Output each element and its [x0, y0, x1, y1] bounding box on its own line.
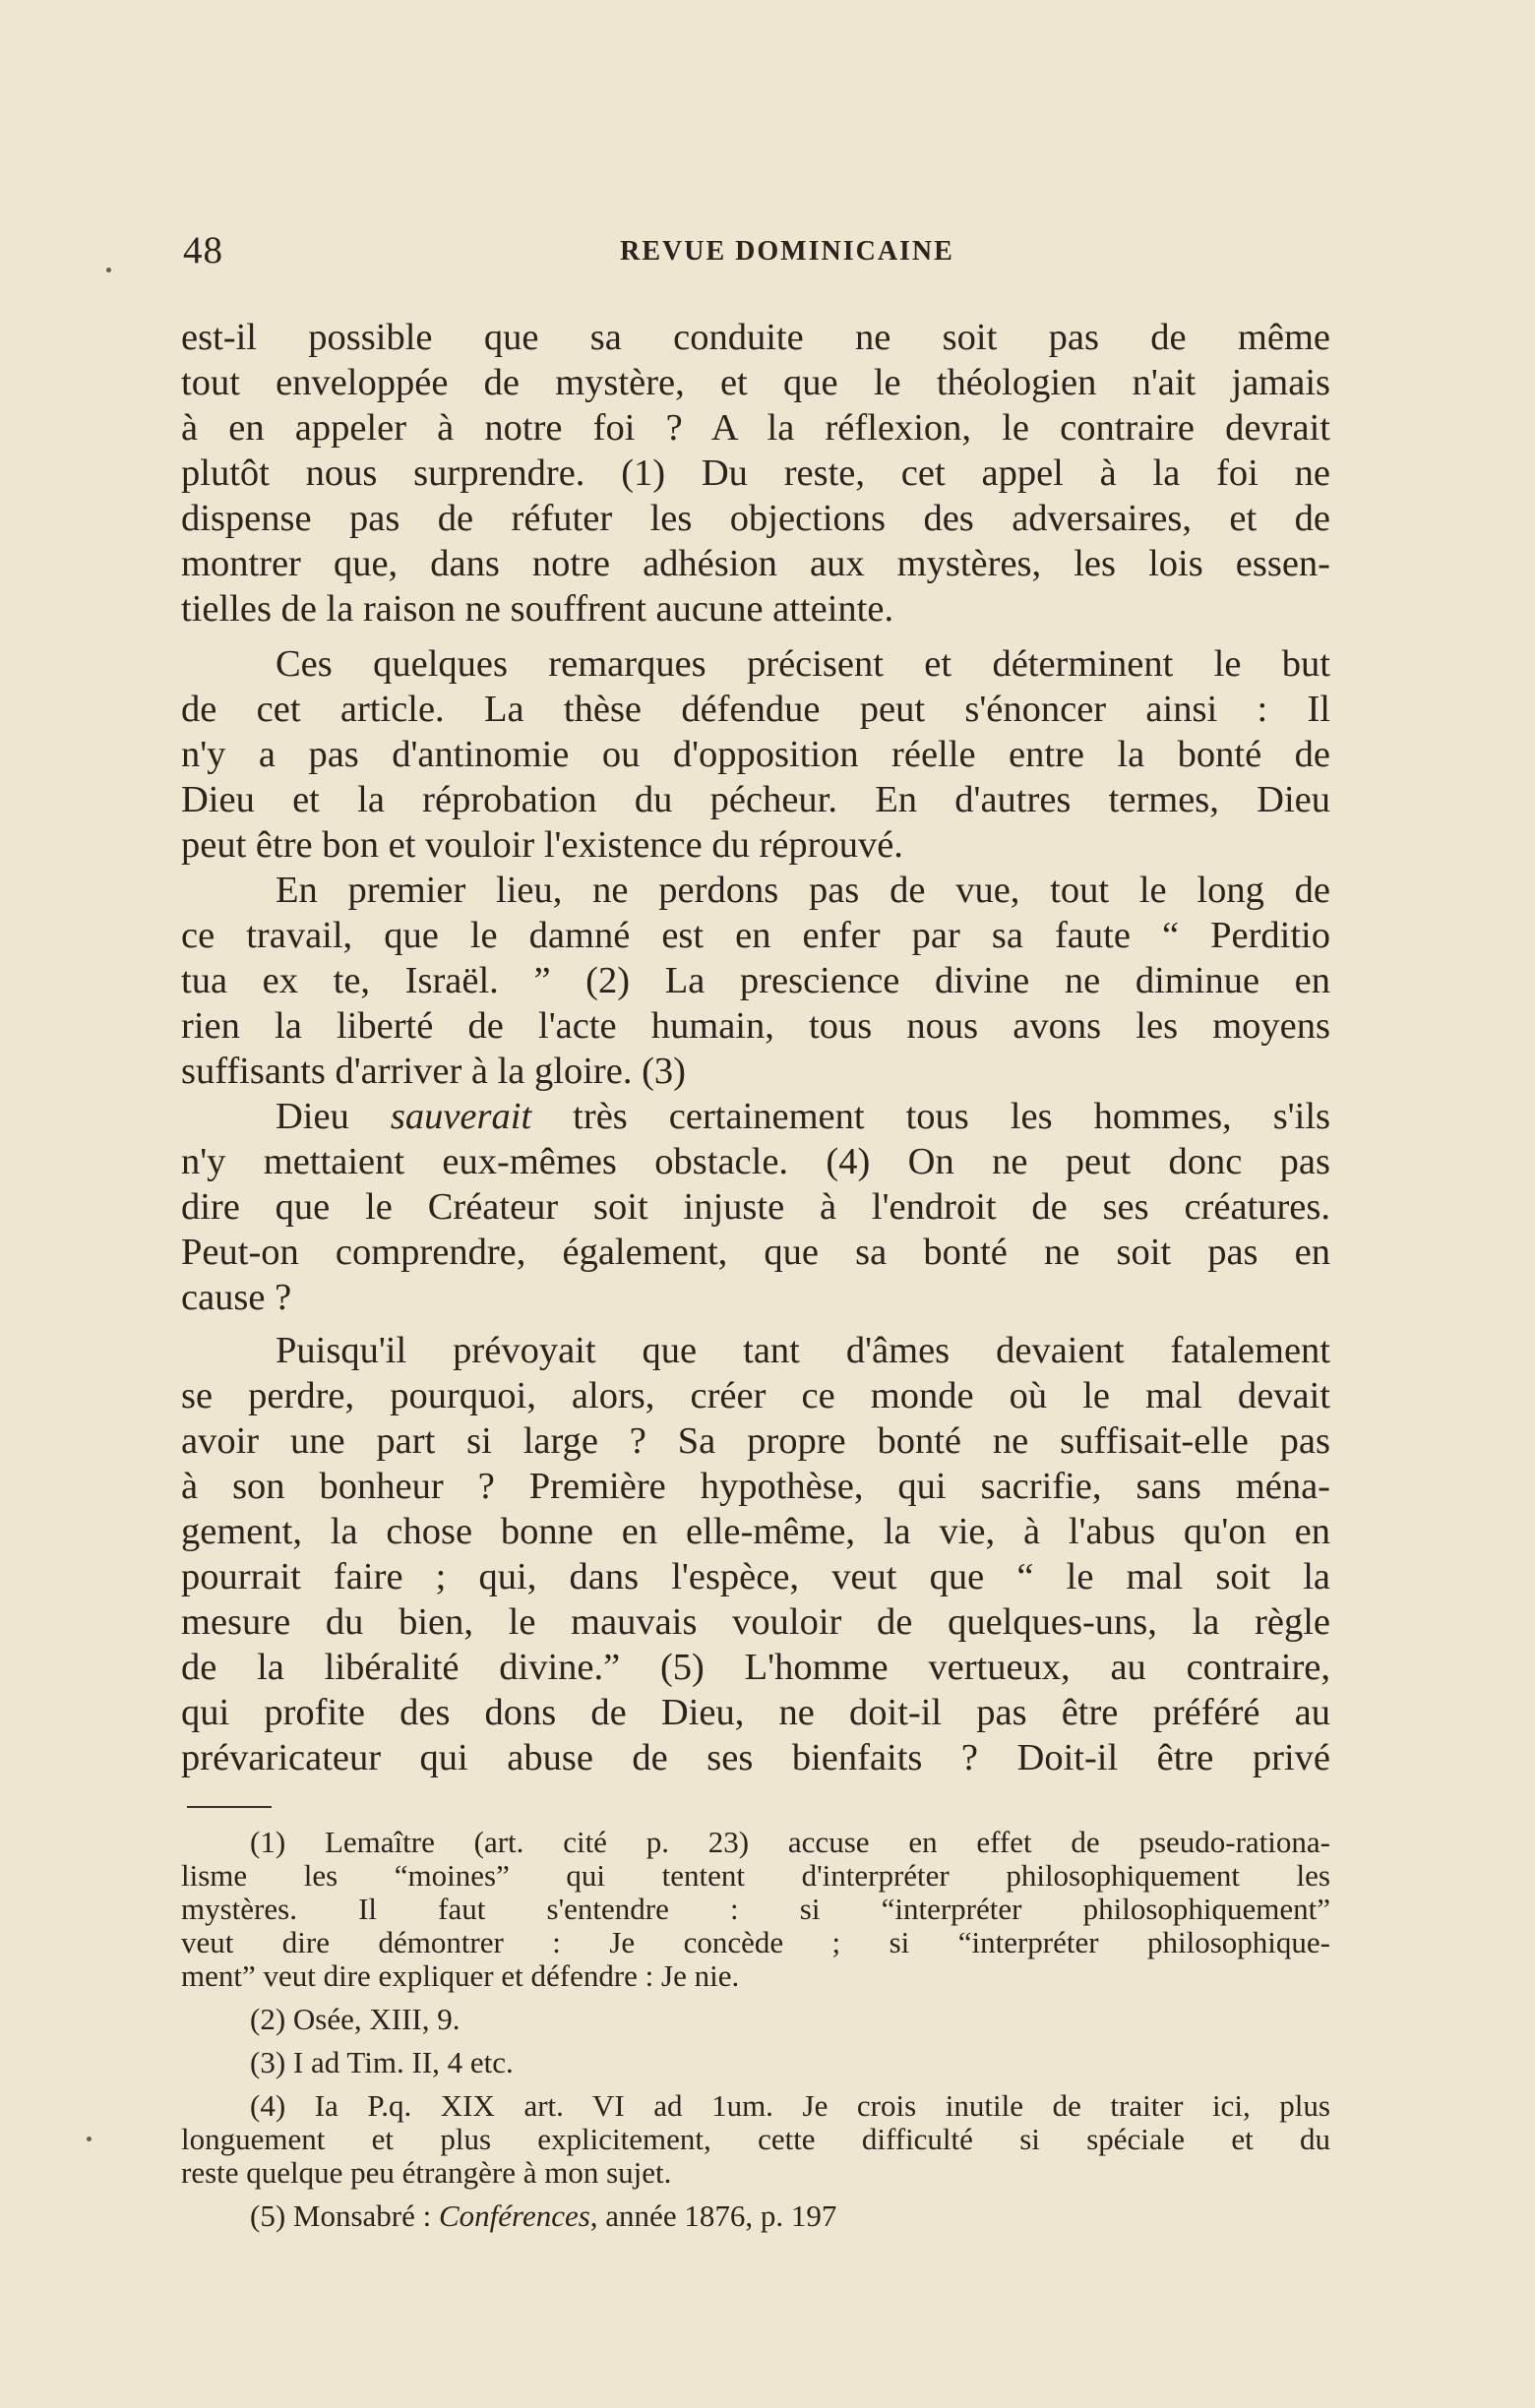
body-line: montrer que, dans notre adhésion aux mystères, les lois essen- [181, 543, 1330, 584]
body-line: dispense pas de réfuter les objections des adversaires, et de [181, 498, 1330, 539]
body-line: Ces quelques remarques précisent et déterminent le but [276, 643, 1330, 685]
body-line: ce travail, que le damné est en enfer par sa faute “ Perditio [181, 915, 1330, 956]
body-line: Dieu sauverait très certainement tous les hommes, s'ils [276, 1096, 1330, 1137]
body-line: qui profite des dons de Dieu, ne doit-il pas être préféré au [181, 1692, 1330, 1733]
body-line-italic-word [276, 1094, 1330, 1141]
footnote-line: mystères. Il faut s'entendre : si “interpréter philosophiquement” [181, 1892, 1330, 1926]
body-line: Peut-on comprendre, également, que sa bonté ne soit pas en [181, 1232, 1330, 1273]
italic-word: Conférences [438, 2198, 590, 2233]
footnote-line: reste quelque peu étrangère à mon sujet. [181, 2155, 672, 2190]
body-line: Dieu et la réprobation du pécheur. En d'autres termes, Dieu [181, 779, 1330, 820]
footnote-line-5 [250, 2199, 1330, 2235]
body-line: à son bonheur ? Première hypothèse, qui sacrifie, sans ména- [181, 1466, 1330, 1507]
paper-speck [106, 268, 111, 272]
body-line: prévaricateur qui abuse de ses bienfaits ? Doit-il être privé [181, 1737, 1330, 1778]
body-line: Puisqu'il prévoyait que tant d'âmes devaient fatalement [276, 1330, 1330, 1371]
footnote-line: (2) Osée, XIII, 9. [250, 2002, 460, 2036]
body-line: n'y a pas d'antinomie ou d'opposition réelle entre la bonté de [181, 734, 1330, 775]
body-line: se perdre, pourquoi, alors, créer ce monde où le mal devait [181, 1375, 1330, 1416]
body-line: mesure du bien, le mauvais vouloir de quelques-uns, la règle [181, 1601, 1330, 1643]
body-line: à en appeler à notre foi ? A la réflexion, le contraire devrait [181, 407, 1330, 449]
body-line: gement, la chose bonne en elle-même, la vie, à l'abus qu'on en [181, 1511, 1330, 1552]
footnote-line: veut dire démontrer : Je concède ; si “interpréter philosophique- [181, 1925, 1330, 1959]
body-line: cause ? [181, 1277, 292, 1318]
body-line: peut être bon et vouloir l'existence du réprouvé. [181, 824, 903, 866]
italic-word: sauverait [390, 1096, 532, 1137]
paper-speck [87, 2137, 92, 2141]
page-number: 48 [183, 229, 223, 271]
footnote-line: (4) Ia P.q. XIX art. VI ad 1um. Je crois inutile de traiter ici, plus [250, 2088, 1330, 2123]
body-line: En premier lieu, ne perdons pas de vue, tout le long de [276, 870, 1330, 911]
footnote-line: (1) Lemaître (art. cité p. 23) accuse en effet de pseudo-rationa- [250, 1825, 1330, 1859]
body-line: rien la liberté de l'acte humain, tous nous avons les moyens [181, 1005, 1330, 1047]
footnote-line: longuement et plus explicitement, cette difficulté si spéciale et du [181, 2122, 1330, 2156]
body-line: dire que le Créateur soit injuste à l'endroit de ses créatures. [181, 1186, 1330, 1228]
body-line: de la libéralité divine.” (5) L'homme vertueux, au contraire, [181, 1647, 1330, 1688]
body-line: pourrait faire ; qui, dans l'espèce, veut que “ le mal soit la [181, 1556, 1330, 1597]
body-line: tielles de la raison ne souffrent aucune atteinte. [181, 588, 894, 630]
running-title: REVUE DOMINICAINE [620, 236, 954, 267]
body-line: tua ex te, Israël. ” (2) La prescience divine ne diminue en [181, 960, 1330, 1001]
footnote-line: (5) Monsabré : Conférences, année 1876, p. 197 [250, 2198, 837, 2233]
body-line: avoir une part si large ? Sa propre bonté ne suffisait-elle pas [181, 1420, 1330, 1462]
footnote-separator [187, 1806, 272, 1808]
footnote-line: (3) I ad Tim. II, 4 etc. [250, 2045, 514, 2079]
body-line: n'y mettaient eux-mêmes obstacle. (4) On ne peut donc pas [181, 1141, 1330, 1182]
footnote-line: lisme les “moines” qui tentent d'interpréter philosophiquement les [181, 1858, 1330, 1893]
footnote-line: ment” veut dire expliquer et défendre : Je nie. [181, 1958, 740, 1993]
body-line: suffisants d'arriver à la gloire. (3) [181, 1051, 686, 1092]
body-line: plutôt nous surprendre. (1) Du reste, cet appel à la foi ne [181, 452, 1330, 494]
body-line: est-il possible que sa conduite ne soit pas de même [181, 317, 1330, 358]
body-line: de cet article. La thèse défendue peut s'énoncer ainsi : Il [181, 689, 1330, 730]
body-line: tout enveloppée de mystère, et que le théologien n'ait jamais [181, 362, 1330, 403]
page-header [183, 228, 1332, 275]
